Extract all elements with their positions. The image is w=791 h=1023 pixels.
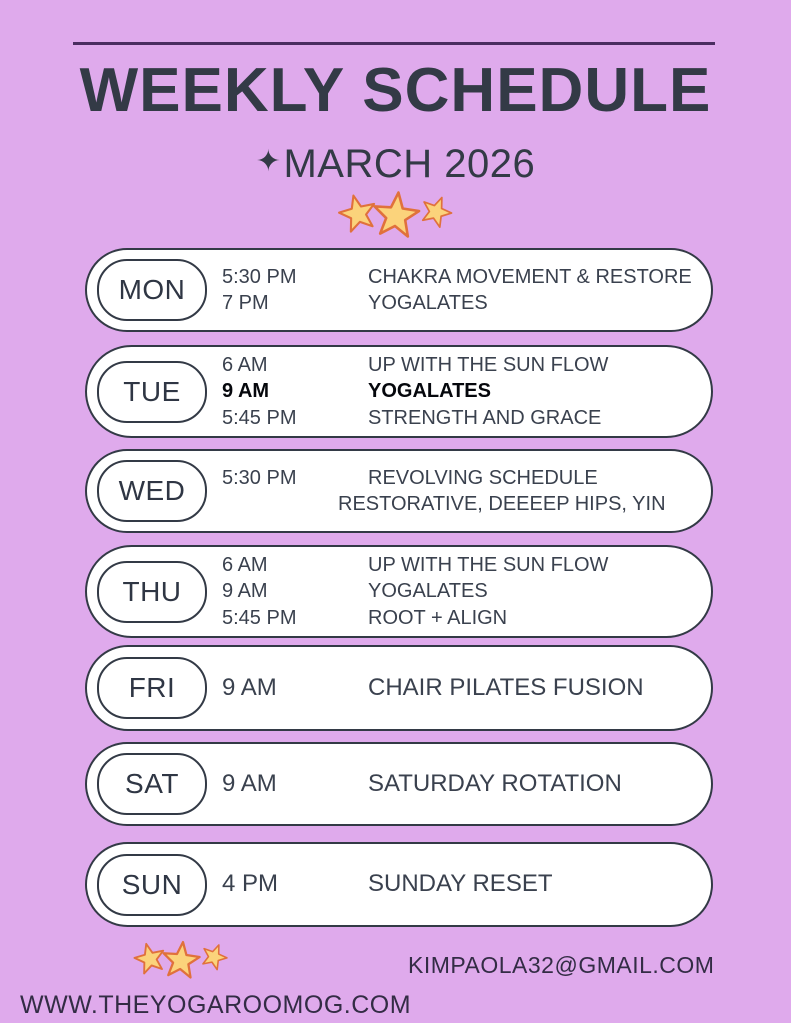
schedule-row-tue — [85, 345, 713, 438]
entry-class: REVOLVING SCHEDULE — [368, 466, 598, 489]
day-label: SUN — [121, 868, 183, 900]
entry-class: RESTORATIVE, DEEEEP HIPS, YIN — [338, 493, 666, 515]
day-label: WED — [118, 475, 186, 506]
day-pill-wed — [97, 460, 207, 522]
entry-class: SUNDAY RESET — [368, 870, 553, 898]
entry-class: YOGALATES — [368, 380, 491, 403]
schedule-entry — [222, 675, 711, 702]
schedule-row-wed — [85, 449, 713, 533]
entry-time: 9 AM — [222, 380, 270, 403]
entries — [222, 250, 711, 330]
entry-class: CHAIR PILATES FUSION — [368, 673, 644, 701]
day-label: MON — [118, 274, 186, 305]
schedule-entry — [222, 378, 711, 405]
entry-class: UP WITH THE SUN FLOW — [368, 353, 609, 376]
schedule-entry — [222, 352, 711, 379]
schedule-row-sat — [85, 742, 713, 826]
day-label: THU — [122, 575, 182, 607]
entry-time: 9 AM — [222, 673, 277, 701]
entry-class: STRENGTH AND GRACE — [368, 406, 602, 429]
entry-time: 6 AM — [222, 553, 268, 576]
day-pill-mon — [97, 259, 207, 321]
entries — [222, 451, 711, 531]
entry-class: CHAKRA MOVEMENT & RESTORE — [368, 265, 692, 288]
three-stars-icon — [128, 933, 238, 985]
three-stars-icon — [330, 186, 466, 242]
schedule-row-fri — [85, 645, 713, 731]
schedule-entry — [222, 771, 711, 798]
schedule-entry — [222, 578, 711, 605]
entries — [222, 647, 711, 729]
entries — [222, 347, 711, 436]
entry-time: 6 AM — [222, 353, 268, 376]
entry-time: 5:45 PM — [222, 406, 297, 429]
schedule-entry — [222, 605, 711, 632]
entry-time: 7 PM — [222, 292, 269, 314]
contact-email: KIMPAOLA32@GMAIL.COM — [408, 952, 715, 978]
entry-time: 4 PM — [222, 870, 279, 898]
schedule-row-sun — [85, 842, 713, 927]
entry-time: 5:30 PM — [222, 265, 297, 288]
subtitle-month — [0, 142, 791, 187]
entry-time: 9 AM — [222, 580, 268, 603]
entry-class: UP WITH THE SUN FLOW — [368, 553, 609, 576]
entries — [222, 547, 711, 636]
entry-time: 9 AM — [222, 769, 277, 797]
page-title: WEEKLY SCHEDULE — [79, 56, 712, 125]
day-label: FRI — [128, 672, 176, 703]
schedule-entry — [222, 290, 711, 317]
subtitle-text: MARCH 2026 — [283, 142, 536, 186]
day-pill-tue — [97, 361, 207, 423]
day-label: SAT — [125, 768, 179, 799]
entries — [222, 844, 711, 925]
entry-time: 5:30 PM — [222, 466, 297, 489]
schedule-entry — [222, 465, 711, 492]
day-pill-thu — [97, 561, 207, 623]
website-url: WWW.THEYOGAROOMOG.COM — [20, 991, 412, 1019]
schedule-row-thu — [85, 545, 713, 638]
entry-time: 5:45 PM — [222, 606, 297, 629]
day-label: TUE — [123, 375, 181, 407]
schedule-row-mon — [85, 248, 713, 332]
sparkle-icon: ✦ — [255, 145, 282, 178]
entry-class: ROOT + ALIGN — [368, 606, 508, 629]
header-divider — [73, 42, 715, 45]
schedule-entry — [222, 871, 711, 898]
day-pill-sun — [97, 854, 207, 916]
entries — [222, 744, 711, 824]
entry-class: YOGALATES — [368, 580, 488, 603]
day-pill-sat — [97, 753, 207, 815]
schedule-entry — [222, 405, 711, 432]
day-pill-fri — [97, 657, 207, 719]
schedule-entry — [222, 552, 711, 579]
entry-class: YOGALATES — [368, 292, 488, 314]
entry-class: SATURDAY ROTATION — [368, 769, 622, 797]
schedule-entry — [222, 264, 711, 291]
schedule-entry — [222, 491, 711, 518]
